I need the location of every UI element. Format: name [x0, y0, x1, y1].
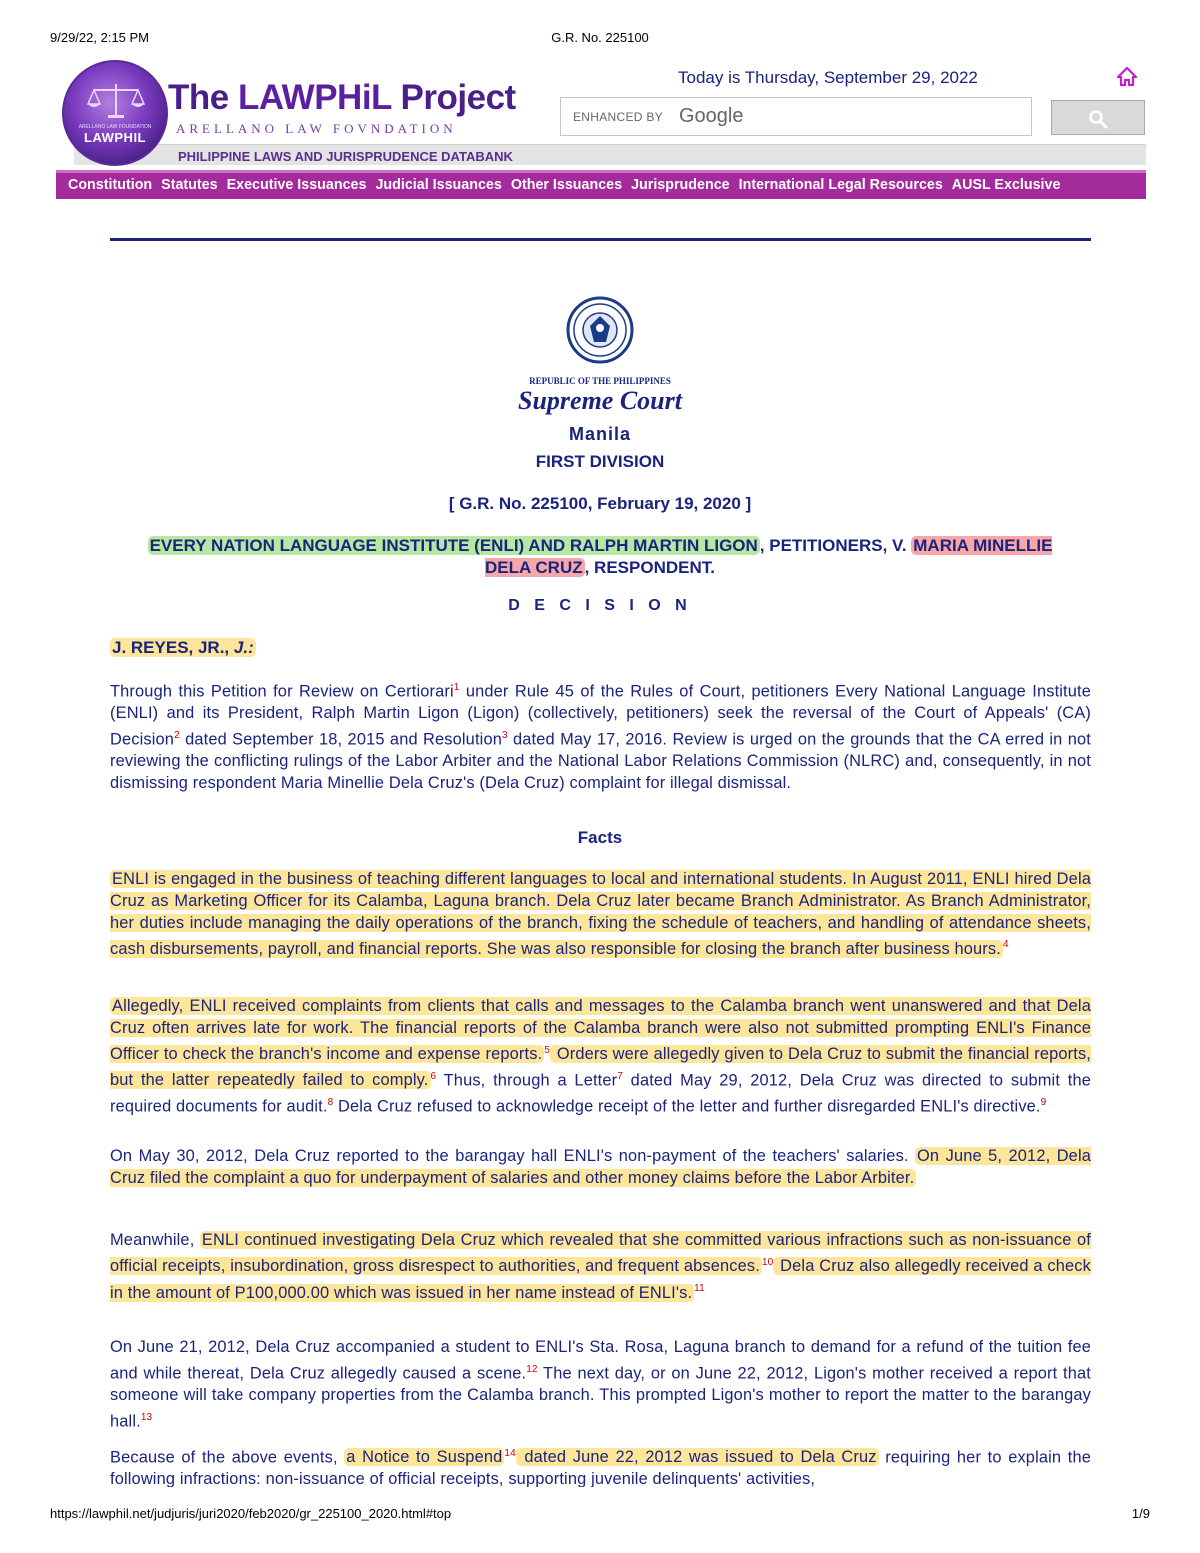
- case-number: [ G.R. No. 225100, February 19, 2020 ]: [448, 494, 752, 513]
- paragraph-3: [110, 996, 1091, 1118]
- footnote-6[interactable]: 6: [430, 1070, 437, 1082]
- p4-text-b: On June 5, 2012, Dela Cruz filed the complaint a quo for underpayment of salaries and other money claims before the Labor Arbiter.: [110, 1147, 1092, 1187]
- paragraph-7: [110, 1443, 1091, 1487]
- footnote-4[interactable]: 4: [1002, 939, 1009, 951]
- supreme-court-seal-icon: [566, 296, 634, 364]
- print-datetime: 9/29/22, 2:15 PM: [50, 30, 150, 45]
- search-icon: [1088, 109, 1108, 129]
- scales-of-justice-icon: [86, 80, 146, 120]
- footnote-9[interactable]: 9: [1040, 1097, 1047, 1109]
- p5-text-b: ENLI continued investigating Dela Cruz which revealed that she committed various infractions such as non-issuance of official receipts, insubordination, gross disrespect to authorities, and frequent absences.: [110, 1231, 1091, 1276]
- site-title[interactable]: [168, 78, 516, 118]
- print-url[interactable]: https://lawphil.net/judjuris/juri2020/feb2020/gr_225100_2020.html#top: [50, 1506, 452, 1521]
- p4-text-a: On May 30, 2012, Dela Cruz reported to the barangay hall ENLI's non-payment of the teachers' salaries.: [110, 1147, 916, 1165]
- site-title-suffix: Project: [391, 78, 516, 117]
- nav-item-international-legal-resources[interactable]: International Legal Resources: [738, 177, 943, 193]
- footnote-5[interactable]: 5: [544, 1044, 550, 1056]
- p6-text-a: On June 21, 2012, Dela Cruz accompanied a student to ENLI's Sta. Rosa, Laguna branch to demand for a refund of the tuition fee and while thereat, Dela Cruz allegedly caused a scene.: [110, 1338, 1091, 1383]
- footnote-7[interactable]: 7: [617, 1070, 623, 1082]
- p1-text-c: dated September 18, 2015 and Resolution: [179, 730, 502, 749]
- p1-text-a: Through this Petition for Review on Certiorari: [110, 682, 454, 701]
- nav-item-executive-issuances[interactable]: Executive Issuances: [226, 177, 367, 193]
- respondent-name: MARIA MINELLIE DELA CRUZ: [485, 536, 1053, 577]
- paragraph-1: [110, 677, 1091, 795]
- main-nav: [56, 170, 1146, 199]
- header-divider: [110, 238, 1091, 241]
- p7-text-a: Because of the above events,: [110, 1448, 345, 1467]
- p6-text-b: The next day, or on June 22, 2012, Ligon's mother received a report that someone will take company properties from the Calamba branch. This prompted Ligon's mother to report the matter to the barangay hall.: [110, 1364, 1091, 1431]
- ponente: [110, 638, 256, 658]
- databank-bar: [74, 144, 1146, 165]
- versus-text: , PETITIONERS, V.: [759, 536, 912, 555]
- footnote-13[interactable]: 13: [140, 1411, 153, 1423]
- lawphil-logo[interactable]: [62, 60, 168, 166]
- nav-item-ausl-exclusive[interactable]: AUSL Exclusive: [951, 177, 1061, 193]
- print-footer: [50, 1506, 1150, 1526]
- court-city: Manila: [568, 424, 631, 444]
- main-nav-list: [68, 177, 1069, 193]
- p1-text-d: dated May 17, 2016. Review is urged on the grounds that the CA erred in not reviewing the conflicting rulings of the Labor Arbiter and the National Labor Relations Commission (NLRC) and, consequently, in not dismissing respondent Maria Minellie Dela Cruz's (Dela Cruz) complaint for illegal dismissal.: [110, 730, 1091, 793]
- site-title-prefix: The: [168, 78, 238, 117]
- ponente-name: J. REYES, JR.,: [112, 638, 234, 657]
- nav-item-constitution[interactable]: Constitution: [68, 177, 153, 193]
- footnote-12[interactable]: 12: [526, 1363, 538, 1375]
- google-label: Google: [679, 105, 744, 127]
- logo-subtext: ARELLANO LAW FOUNDATION: [78, 124, 152, 130]
- nav-item-other-issuances[interactable]: Other Issuances: [510, 177, 623, 193]
- logo-text: LAWPHIL: [84, 130, 146, 145]
- p7-text-b: a Notice to Suspend: [346, 1448, 503, 1467]
- p3-text-d: dated May 29, 2012, Dela Cruz was directed to submit the required documents for audit.: [110, 1071, 1092, 1116]
- search-input[interactable]: [560, 97, 1032, 136]
- site-banner: [56, 60, 1146, 200]
- paragraph-5: [110, 1230, 1091, 1304]
- databank-label: PHILIPPINE LAWS AND JURISPRUDENCE DATABANK: [178, 149, 513, 164]
- petitioners-name: EVERY NATION LANGUAGE INSTITUTE (ENLI) AND RALPH MARTIN LIGON: [149, 536, 758, 555]
- search-button[interactable]: [1051, 100, 1145, 135]
- republic-label: REPUBLIC OF THE PHILIPPINES: [529, 376, 671, 386]
- print-doc-title: G.R. No. 225100: [551, 30, 649, 45]
- site-subtitle: ARELLANO LAW FOVNDATION: [176, 121, 457, 136]
- footnote-14[interactable]: 14: [504, 1448, 516, 1459]
- footnote-1[interactable]: 1: [453, 682, 460, 693]
- footnote-2[interactable]: 2: [174, 730, 180, 742]
- footnote-8[interactable]: 8: [327, 1097, 334, 1109]
- p3-text-e: Dela Cruz refused to acknowledge receipt of the letter and further disregarded ENLI's directive.: [333, 1097, 1041, 1116]
- site-title-brand: LAWPHiL: [237, 78, 392, 117]
- nav-item-judicial-issuances[interactable]: Judicial Issuances: [375, 177, 502, 193]
- print-header: [50, 30, 1150, 50]
- enhanced-by-label: ENHANCED BY: [573, 110, 663, 124]
- p3-text-a: Allegedly, ENLI received complaints from clients that calls and messages to the Calamba branch went unanswered and that Dela Cruz often arrives late for work. The financial reports of the Calamba branch were also not submitted prompting ENLI's Finance Officer to check the branch's income and expense reports.: [110, 997, 1091, 1064]
- p7-text-d: requiring her to explain the following infractions: non-issuance of official receipts, supporting juvenile delinquents' activities,: [110, 1448, 1091, 1487]
- nav-item-jurisprudence[interactable]: Jurisprudence: [631, 177, 730, 193]
- ponente-suffix: J.:: [233, 638, 254, 657]
- p3-text-c: Thus, through a Letter: [436, 1071, 618, 1090]
- p7-text-c: dated June 22, 2012 was issued to Dela Cruz: [517, 1448, 877, 1467]
- footnote-3[interactable]: 3: [501, 730, 508, 742]
- p3-text-b: Orders were allegedly given to Dela Cruz to submit the financial reports, but the latter repeatedly failed to comply.: [110, 1045, 1091, 1090]
- court-name: Supreme Court: [518, 386, 682, 415]
- print-page-number: 1/9: [1131, 1506, 1150, 1521]
- facts-heading: Facts: [577, 828, 623, 847]
- case-parties: [130, 535, 1070, 579]
- home-icon[interactable]: [1116, 66, 1138, 88]
- p2-text-a: ENLI is engaged in the business of teaching different languages to local and international students. In August 2011, ENLI hired Dela Cruz as Marketing Officer for its Calamba, Laguna branch. Dela Cruz later became Branch Administrator. As Branch Administrator, her duties include managing the daily operations of the branch, fixing the schedule of teachers, and handling of attendance sheets, cash disbursements, payroll, and financial reports. She was also responsible for closing the branch after business hours.: [110, 870, 1091, 958]
- p1-text-b: under Rule 45 of the Rules of Court, petitioners Every National Language Institute (ENLI) and its President, Ralph Martin Ligon (Ligon) (collectively, petitioners) seek the reversal of the Court of Appeals' (CA) Decision: [110, 682, 1091, 749]
- nav-item-statutes[interactable]: Statutes: [161, 177, 218, 193]
- paragraph-6: [110, 1337, 1091, 1433]
- p5-text-c: Dela Cruz also allegedly received a check in the amount of P100,000.00 which was issued in her name instead of ENLI's.: [110, 1257, 1091, 1302]
- respondent-suffix: , RESPONDENT.: [584, 558, 715, 577]
- paragraph-2: [110, 869, 1091, 961]
- division-label: FIRST DIVISION: [535, 452, 665, 471]
- decision-heading: D E C I S I O N: [508, 597, 692, 614]
- today-date: Today is Thursday, September 29, 2022: [678, 68, 978, 87]
- paragraph-4: [110, 1146, 1091, 1190]
- footnote-10[interactable]: 10: [761, 1256, 774, 1268]
- footnote-11[interactable]: 11: [694, 1283, 705, 1295]
- p5-text-a: Meanwhile,: [110, 1231, 200, 1249]
